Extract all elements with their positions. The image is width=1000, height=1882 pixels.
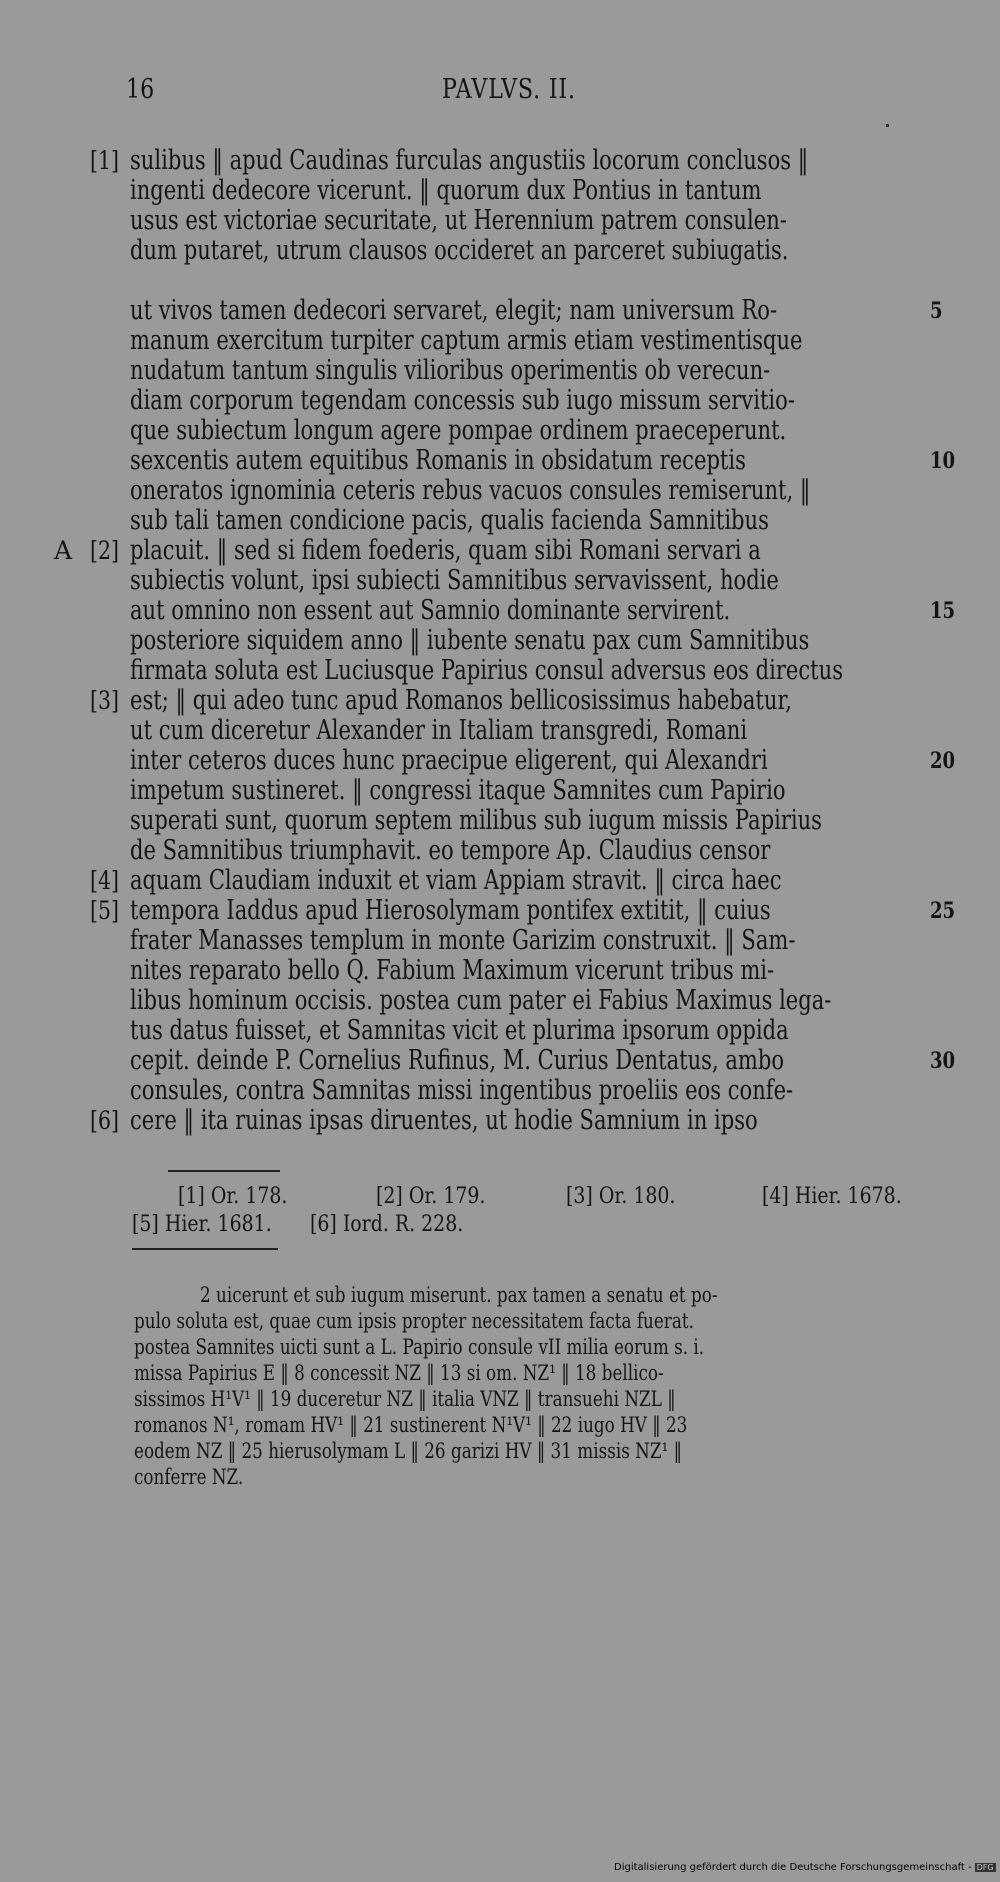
text-line: tempora Iaddus apud Hierosolymam pontifex extitit, ‖ cuius xyxy=(130,895,771,926)
text-line: libus hominum occisis. postea cum pater ei Fabius Maximus lega- xyxy=(130,985,832,1016)
source-ref: [2] Or. 179. xyxy=(376,1184,486,1209)
dfg-logo-icon: DFG xyxy=(976,1863,994,1872)
apparatus-line: postea Samnites uicti sunt a L. Papirio consule vII milia eorum s. i. xyxy=(134,1335,705,1359)
text-line: frater Manasses templum in monte Garizim construxit. ‖ Sam- xyxy=(130,925,796,956)
text-line: subiectis volunt, ipsi subiecti Samnitibus servavissent, hodie xyxy=(130,565,779,596)
text-line: ut vivos tamen dedecori servaret, elegit; nam universum Ro- xyxy=(130,295,778,326)
text-line: aut omnino non essent aut Samnio dominante servirent. xyxy=(130,595,731,626)
section-mark: [1] xyxy=(90,146,120,175)
section-mark: [2] xyxy=(90,536,120,565)
text-line: sub tali tamen condicione pacis, qualis facienda Samnitibus xyxy=(130,505,769,536)
text-line: cepit. deinde P. Cornelius Rufinus, M. Curius Dentatus, ambo xyxy=(130,1045,785,1076)
text-line: aquam Claudiam induxit et viam Appiam stravit. ‖ circa haec xyxy=(130,865,782,896)
separator-rule xyxy=(168,1170,280,1172)
text-line: de Samnitibus triumphavit. eo tempore Ap. Claudius censor xyxy=(130,835,771,866)
text-line: posteriore siquidem anno ‖ iubente senatu pax cum Samnitibus xyxy=(130,625,810,656)
text-line: ingenti dedecore vicerunt. ‖ quorum dux Pontius in tantum xyxy=(130,175,762,206)
text-line: nudatum tantum singulis vilioribus operimentis ob verecun- xyxy=(130,355,771,386)
apparatus-line: eodem NZ ‖ 25 hierusolymam L ‖ 26 garizi HV ‖ 31 missis NZ¹ ‖ xyxy=(134,1439,683,1463)
text-line: diam corporum tegendam concessis sub iugo missum servitio- xyxy=(130,385,795,416)
text-line: nites reparato bello Q. Fabium Maximum vicerunt tribus mi- xyxy=(130,955,775,986)
source-ref: [6] Iord. R. 228. xyxy=(310,1212,464,1237)
text-line: consules, contra Samnitas missi ingentibus proeliis eos confe- xyxy=(130,1075,794,1106)
source-ref: [1] Or. 178. xyxy=(178,1184,288,1209)
source-ref: [3] Or. 180. xyxy=(566,1184,676,1209)
text-line: superati sunt, quorum septem milibus sub iugum missis Papirius xyxy=(130,805,822,836)
line-number: 10 xyxy=(930,448,956,474)
text-line: oneratos ignominia ceteris rebus vacuos consules remiserunt, ‖ xyxy=(130,475,811,506)
text-line: manum exercitum turpiter captum armis etiam vestimentisque xyxy=(130,325,803,356)
text-line: sexcentis autem equitibus Romanis in obsidatum receptis xyxy=(130,445,746,476)
text-line: est; ‖ qui adeo tunc apud Romanos bellicosissimus habebatur, xyxy=(130,685,792,716)
text-line: impetum sustineret. ‖ congressi itaque Samnites cum Papirio xyxy=(130,775,786,806)
source-ref: [5] Hier. 1681. xyxy=(132,1212,272,1237)
line-number: 20 xyxy=(930,748,956,774)
line-number: 15 xyxy=(930,598,956,624)
apparatus-line: 2 uicerunt et sub iugum miserunt. pax tamen a senatu et po- xyxy=(200,1283,718,1307)
section-mark: [3] xyxy=(90,686,120,715)
page-number: 16 xyxy=(126,74,155,105)
separator-rule xyxy=(132,1248,278,1250)
text-line: inter ceteros duces hunc praecipue eligerent, qui Alexandri xyxy=(130,745,768,776)
text-line: sulibus ‖ apud Caudinas furculas angustiis locorum conclusos ‖ xyxy=(130,145,809,176)
text-line: que subiectum longum agere pompae ordinem praeceperunt. xyxy=(130,415,787,446)
apparatus-line: romanos N¹, romam HV¹ ‖ 21 sustinerent N¹V¹ ‖ 22 iugo HV ‖ 23 xyxy=(134,1413,688,1437)
margin-dot xyxy=(886,124,889,127)
margin-letter: A xyxy=(54,536,73,565)
text-line: dum putaret, utrum clausos occideret an parceret subiugatis. xyxy=(130,235,789,266)
line-number: 5 xyxy=(930,298,943,324)
digitization-credit xyxy=(614,1862,996,1873)
text-line: firmata soluta est Luciusque Papirius consul adversus eos directus xyxy=(130,655,844,686)
section-mark: [5] xyxy=(90,896,120,925)
running-title: PAVLVS. II. xyxy=(442,74,576,105)
text-line: ut cum diceretur Alexander in Italiam transgredi, Romani xyxy=(130,715,748,746)
section-mark: [4] xyxy=(90,866,120,895)
text-line: tus datus fuisset, et Samnitas vicit et plurima ipsorum oppida xyxy=(130,1015,789,1046)
source-ref: [4] Hier. 1678. xyxy=(762,1184,902,1209)
section-mark: [6] xyxy=(90,1106,120,1135)
text-line: usus est victoriae securitate, ut Herennium patrem consulen- xyxy=(130,205,787,236)
credit-text: Digitalisierung gefördert durch die Deutsche Forschungsgemeinschaft - xyxy=(614,1862,972,1873)
apparatus-line: missa Papirius E ‖ 8 concessit NZ ‖ 13 si om. NZ¹ ‖ 18 bellico- xyxy=(134,1361,664,1385)
apparatus-line: conferre NZ. xyxy=(134,1465,244,1489)
text-line: placuit. ‖ sed si fidem foederis, quam sibi Romani servari a xyxy=(130,535,761,566)
text-line: cere ‖ ita ruinas ipsas diruentes, ut hodie Samnium in ipso xyxy=(130,1105,758,1136)
line-number: 25 xyxy=(930,898,956,924)
line-number: 30 xyxy=(930,1048,956,1074)
apparatus-line: sissimos H¹V¹ ‖ 19 duceretur NZ ‖ italia VNZ ‖ transuehi NZL ‖ xyxy=(134,1387,676,1411)
apparatus-line: pulo soluta est, quae cum ipsis propter necessitatem facta fuerat. xyxy=(134,1309,694,1333)
